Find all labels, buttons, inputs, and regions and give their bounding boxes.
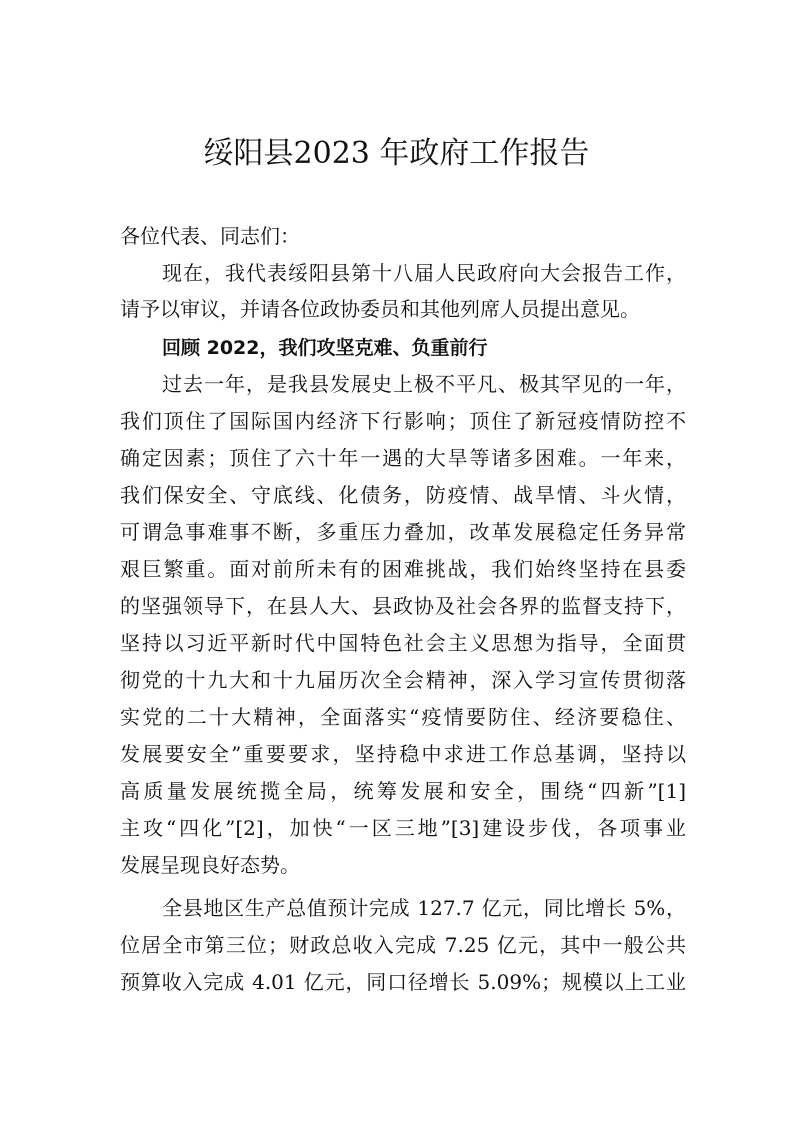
intro-line: 请予以审议，并请各位政协委员和其他列席人员提出意见。 — [120, 297, 640, 321]
paragraph-line: 的坚强领导下，在县人大、县政协及社会各界的监督支持下， — [120, 594, 686, 618]
paragraph-line: 实党的二十大精神，全面落实“疫情要防住、经济要稳住、 — [120, 705, 686, 729]
intro-line: 现在，我代表绥阳县第十八届人民政府向大会报告工作， — [162, 261, 686, 285]
paragraph-line: 高质量发展统揽全局，统筹发展和安全，围绕“四新”[1] — [120, 779, 686, 803]
paragraph-line: 彻党的十九大和十九届历次全会精神，深入学习宣传贯彻落 — [120, 668, 686, 692]
paragraph-line: 艰巨繁重。面对前所未有的困难挑战，我们始终坚持在县委 — [120, 557, 686, 581]
paragraph-line: 发展呈现良好态势。 — [120, 853, 300, 877]
section-heading: 回顾 2022，我们攻坚克难、负重前行 — [162, 337, 488, 359]
document-title: 绥阳县2023 年政府工作报告 — [203, 136, 590, 171]
paragraph-line: 发展要安全”重要要求，坚持稳中求进工作总基调，坚持以 — [120, 742, 686, 766]
salutation: 各位代表、同志们： — [120, 224, 300, 248]
paragraph-line: 我们保安全、守底线、化债务，防疫情、战旱情、斗火情， — [120, 483, 686, 507]
paragraph-line: 主攻“四化”[2]，加快“一区三地”[3]建设步伐，各项事业 — [120, 816, 686, 840]
paragraph-line: 位居全市第三位；财政总收入完成 7.25 亿元，其中一般公共 — [120, 933, 686, 957]
paragraph-line: 可谓急事难事不断，多重压力叠加，改革发展稳定任务异常 — [120, 520, 686, 544]
paragraph-line: 过去一年，是我县发展史上极不平凡、极其罕见的一年， — [162, 372, 686, 396]
paragraph-line: 我们顶住了国际国内经济下行影响；顶住了新冠疫情防控不 — [120, 409, 686, 433]
paragraph-line: 全县地区生产总值预计完成 127.7 亿元，同比增长 5%， — [162, 896, 686, 920]
paragraph-line: 确定因素；顶住了六十年一遇的大旱等诸多困难。一年来， — [120, 446, 686, 470]
paragraph-line: 坚持以习近平新时代中国特色社会主义思想为指导，全面贯 — [120, 631, 686, 655]
paragraph-line: 预算收入完成 4.01 亿元，同口径增长 5.09%；规模以上工业 — [120, 970, 686, 994]
